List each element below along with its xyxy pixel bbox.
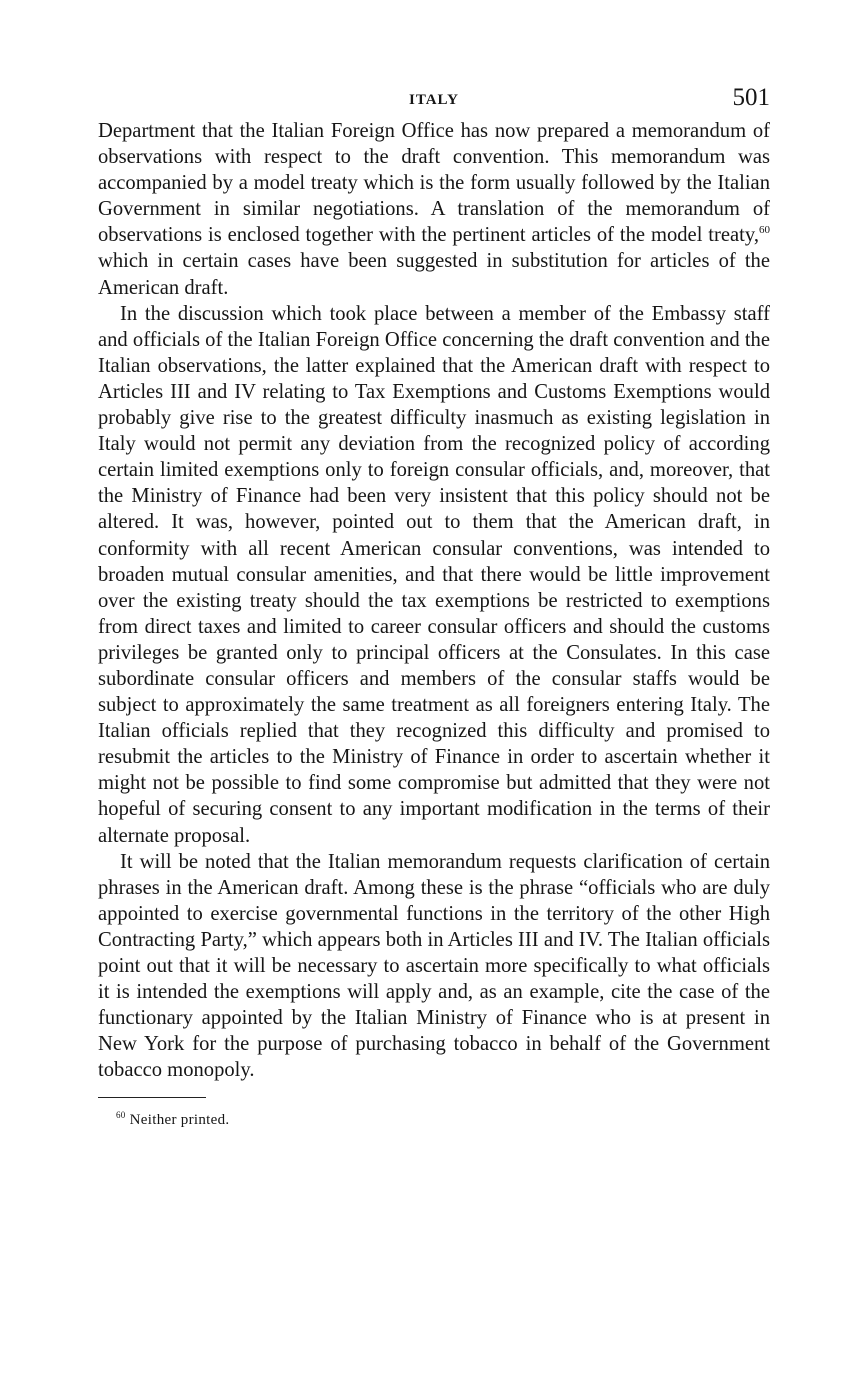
footnote-divider [98, 1097, 206, 1098]
paragraph-1 [98, 118, 770, 301]
footnote-reference: 60 [759, 224, 770, 237]
page-number: 501 [732, 84, 770, 111]
paragraph-3: It will be noted that the Italian memorandum requests clarification of certain phrases in the American draft. Among these is the phrase “officials who are duly appointed to exercise governmental functions in the territory of the other High Contracting Party,” which appears both in Articles III and IV. The Italian officials point out that it will be necessary to ascertain more specifically to what officials it is intended the exemptions will apply and, as an example, cite the case of the functionary appointed by the Italian Ministry of Finance who is at present in New York for the purpose of purchasing tobacco in behalf of the Government tobacco monopoly. [98, 850, 770, 1082]
footnote [116, 1112, 770, 1129]
footnote-text: Neither printed. [129, 1112, 230, 1129]
document-page [98, 84, 770, 1129]
paragraph-1-text-b: which in certain cases have been suggested in substitution for articles of the American draft. [98, 250, 770, 299]
paragraph-1-text-a: Department that the Italian Foreign Office has now prepared a memorandum of observations with respect to the draft convention. This memorandum was accompanied by a model treaty which is the form usually followed by the Italian Government in similar negotiations. A translation of the memorandum of observations is enclosed together with the pertinent articles of the model treaty, [98, 120, 770, 247]
footnote-marker: 60 [116, 1110, 126, 1121]
running-head: ITALY [408, 92, 460, 108]
paragraph-2: In the discussion which took place between a member of the Embassy staff and officials of the Italian Foreign Office concerning the draft convention and the Italian observations, the latter explained that the American draft with respect to Articles III and IV relating to Tax Exemptions and Customs Exemptions would probably give rise to the greatest difficulty inasmuch as existing legislation in Italy would not permit any deviation from the recognized policy of according certain limited exemptions only to foreign consular officials, and, moreover, that the Ministry of Finance had been very insistent that this policy should not be altered. It was, however, pointed out to them that the American draft, in conformity with all recent American consular conventions, was intended to broaden mutual consular amenities, and that there would be little improvement over the existing treaty should the tax exemptions be restricted to exemptions from direct taxes and limited to career consular officers and should the customs privileges be granted only to principal officers at the Consulates. In this case subordinate consular officers and members of the consular staffs would be subject to approximately the same treatment as all foreigners entering Italy. The Italian officials replied that they recognized this difficulty and promised to resubmit the articles to the Ministry of Finance in order to ascertain whether it might not be possible to find some compromise but admitted that they were not hopeful of securing consent to any important modification in the terms of their alternate proposal. [98, 302, 770, 847]
page-header [98, 84, 770, 118]
